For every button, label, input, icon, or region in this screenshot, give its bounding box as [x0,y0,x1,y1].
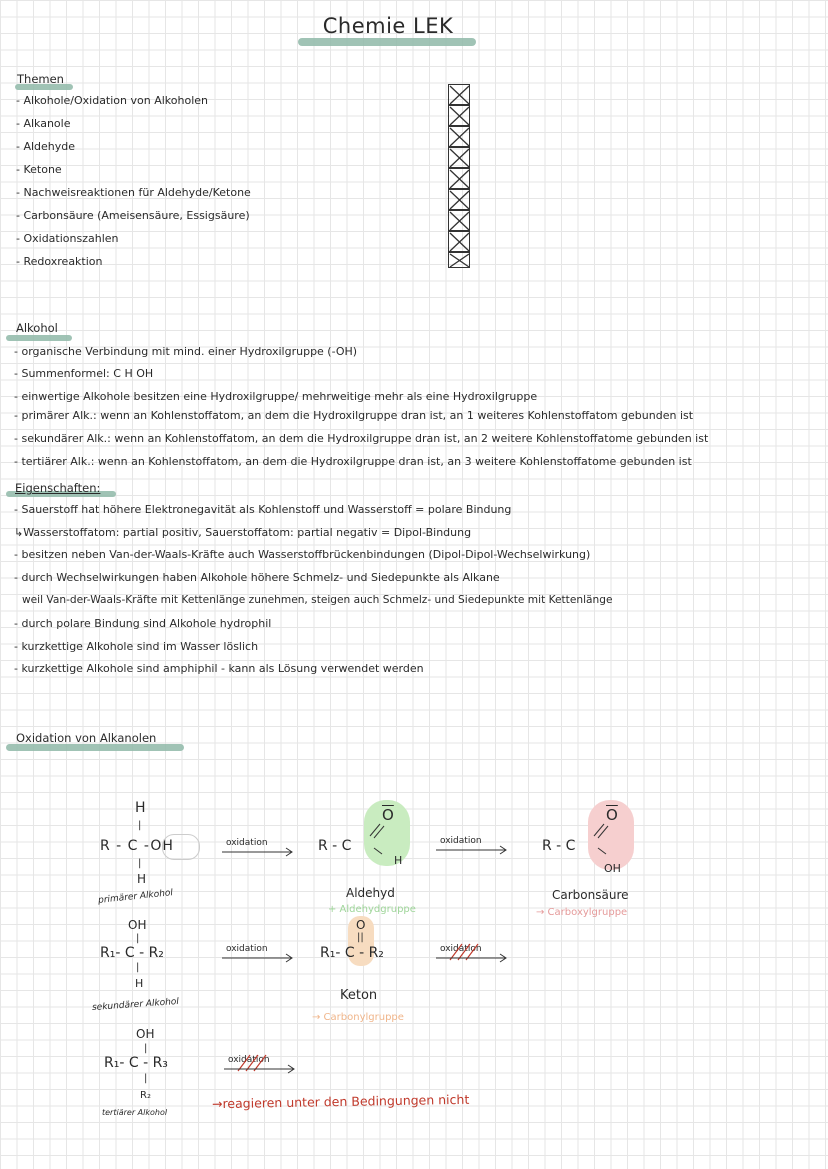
themen-item: - Aldehyde [16,140,76,153]
alkohol-line: - primärer Alk.: wenn an Kohlenstoffatom, an dem die Hydroxilgruppe dran ist, an 1 weiteres Kohlenstoffatom gebunden ist [14,409,694,422]
primary-bond-bottom: | [138,858,142,869]
eigenschaften-line: - kurzkettige Alkohole sind amphiphil - kann als Lösung verwendet werden [14,662,424,675]
aldehyd-name: Aldehyd [346,886,395,900]
eigenschaften-line: - Sauerstoff hat höhere Elektronegavität als Kohlenstoff und Wasserstoff = polare Bindung [14,503,512,516]
keton-group-label: → Carbonylgruppe [312,1012,404,1023]
secondary-bond-bottom: | [136,962,140,973]
checkbox-checked[interactable] [448,84,470,105]
aldehyd-o: $\overline{O}$ [382,806,394,824]
oh-circle [162,834,200,860]
tertiary-bottom: R₂ [140,1090,151,1101]
themen-item: - Alkanole [16,117,71,130]
arrow-right-icon [434,953,514,963]
tertiary-label: tertiärer Alkohol [102,1108,168,1117]
primary-label: primärer Alkohol [97,888,174,906]
checkbox-checked[interactable] [448,105,470,126]
eigenschaften-line: - durch Wechselwirkungen haben Alkohole höhere Schmelz- und Siedepunkte als Alkane [14,571,500,584]
eigenschaften-line: - durch polare Bindung sind Alkohole hydrophil [14,617,272,630]
alkohol-heading: Alkohol [16,321,58,335]
checkbox-checked[interactable] [448,168,470,189]
keton-formula: R₁- C - R₂ [320,945,384,961]
checkbox-checked[interactable] [448,231,470,252]
acid-bonds [588,818,628,858]
themen-item: - Nachweisreaktionen für Aldehyde/Ketone [16,186,251,199]
acid-name: Carbonsäure [552,888,629,902]
primary-formula: R - C -OH [100,838,174,854]
oxidation-arrow-label: oxidation [226,944,268,954]
eigenschaften-line: ↳Wasserstoffatom: partial positiv, Sauerstoffatom: partial negativ = Dipol-Bindung [14,526,472,539]
oxidation-arrow-label: oxidation [226,838,268,848]
arrow-right-icon [434,845,514,855]
arrow-right-icon [222,1064,302,1074]
checkbox-checked[interactable] [448,210,470,231]
title-highlight [298,38,476,46]
primary-bottom-h: H [137,872,147,886]
oxidation-arrow-label-struck: oxidation [228,1055,270,1065]
acid-o: $\overline{O}$ [606,806,618,824]
secondary-top: OH [128,918,147,932]
aldehyd-h: H [394,854,403,867]
alkohol-line: - sekundärer Alk.: wenn an Kohlenstoffatom, an dem die Hydroxilgruppe dran ist, an 2 weitere Kohlenstoffatome gebunden ist [14,432,709,445]
aldehyd-group-label: + Aldehydgruppe [328,904,416,915]
cross-icon [449,190,471,211]
checkbox-checked[interactable] [448,126,470,147]
secondary-bond-top: | [136,933,140,944]
arrow-right-icon [220,847,300,857]
themen-item: - Redoxreaktion [16,255,103,268]
cross-icon [449,148,471,169]
alkohol-line: - Summenformel: C H OH [14,367,154,380]
cross-icon [449,211,471,232]
primary-bond-top: | [138,820,142,831]
alkohol-highlight [6,335,72,341]
page-title: Chemie LEK [322,14,454,38]
themen-item: - Oxidationszahlen [16,232,119,245]
tertiary-formula: R₁- C - R₃ [104,1055,168,1071]
cross-icon [449,127,471,148]
alkohol-line: - einwertige Alkohole besitzen eine Hydroxilgruppe/ mehrweitige mehr als eine Hydroxilgruppe [14,390,538,403]
aldehyd-bonds [364,818,404,858]
acid-group-label: → Carboxylgruppe [536,907,628,918]
keton-o: O [356,918,366,932]
aldehyd-formula: R - C [318,838,352,854]
checkbox-checked[interactable] [448,252,470,268]
themen-item: - Alkohole/Oxidation von Alkoholen [16,94,208,107]
oxidation-heading: Oxidation von Alkanolen [16,731,157,745]
eigenschaften-heading: Eigenschaften: [15,481,101,495]
themen-item: - Ketone [16,163,62,176]
acid-formula: R - C [542,838,576,854]
keton-double-bond: || [357,932,364,943]
eigenschaften-line: - kurzkettige Alkohole sind im Wasser löslich [14,640,259,653]
primary-top-h: H [135,800,146,816]
alkohol-line: - organische Verbindung mit mind. einer Hydroxilgruppe (-OH) [14,345,358,358]
alkohol-line: - tertiärer Alk.: wenn an Kohlenstoffatom, an dem die Hydroxilgruppe dran ist, an 3 weitere Kohlenstoffatome gebunden ist [14,455,692,468]
tertiary-top: OH [136,1027,155,1041]
acid-oh: OH [604,862,621,875]
checkbox-checked[interactable] [448,147,470,168]
oxidation-arrow-label-struck: oxidation [440,944,482,954]
oxidation-highlight [6,744,184,751]
checkbox-checked[interactable] [448,189,470,210]
eigenschaften-line: weil Van-der-Waals-Kräfte mit Kettenlänge zunehmen, steigen auch Schmelz- und Siedepunkte mit Kettenlänge [22,594,613,606]
secondary-formula: R₁- C - R₂ [100,945,164,961]
eigenschaften-line: - besitzen neben Van-der-Waals-Kräfte auch Wasserstoffbrückenbindungen (Dipol-Dipol-Wechselwirkung) [14,548,591,561]
keton-name: Keton [340,988,378,1003]
cross-icon [449,85,471,106]
themen-item: - Carbonsäure (Ameisensäure, Essigsäure) [16,209,250,222]
themen-heading: Themen [17,72,64,86]
oxidation-arrow-label: oxidation [440,836,482,846]
cross-icon [449,232,471,253]
secondary-label: sekundärer Alkohol [91,996,180,1014]
cross-icon [449,253,471,269]
cross-icon [449,106,471,127]
cross-icon [449,169,471,190]
arrow-right-icon [220,953,300,963]
tertiary-note: →reagieren unter den Bedingungen nicht [211,1091,470,1112]
tertiary-bond-bottom: | [144,1073,148,1084]
tertiary-bond-top: | [144,1043,148,1054]
secondary-bottom: H [135,977,144,990]
